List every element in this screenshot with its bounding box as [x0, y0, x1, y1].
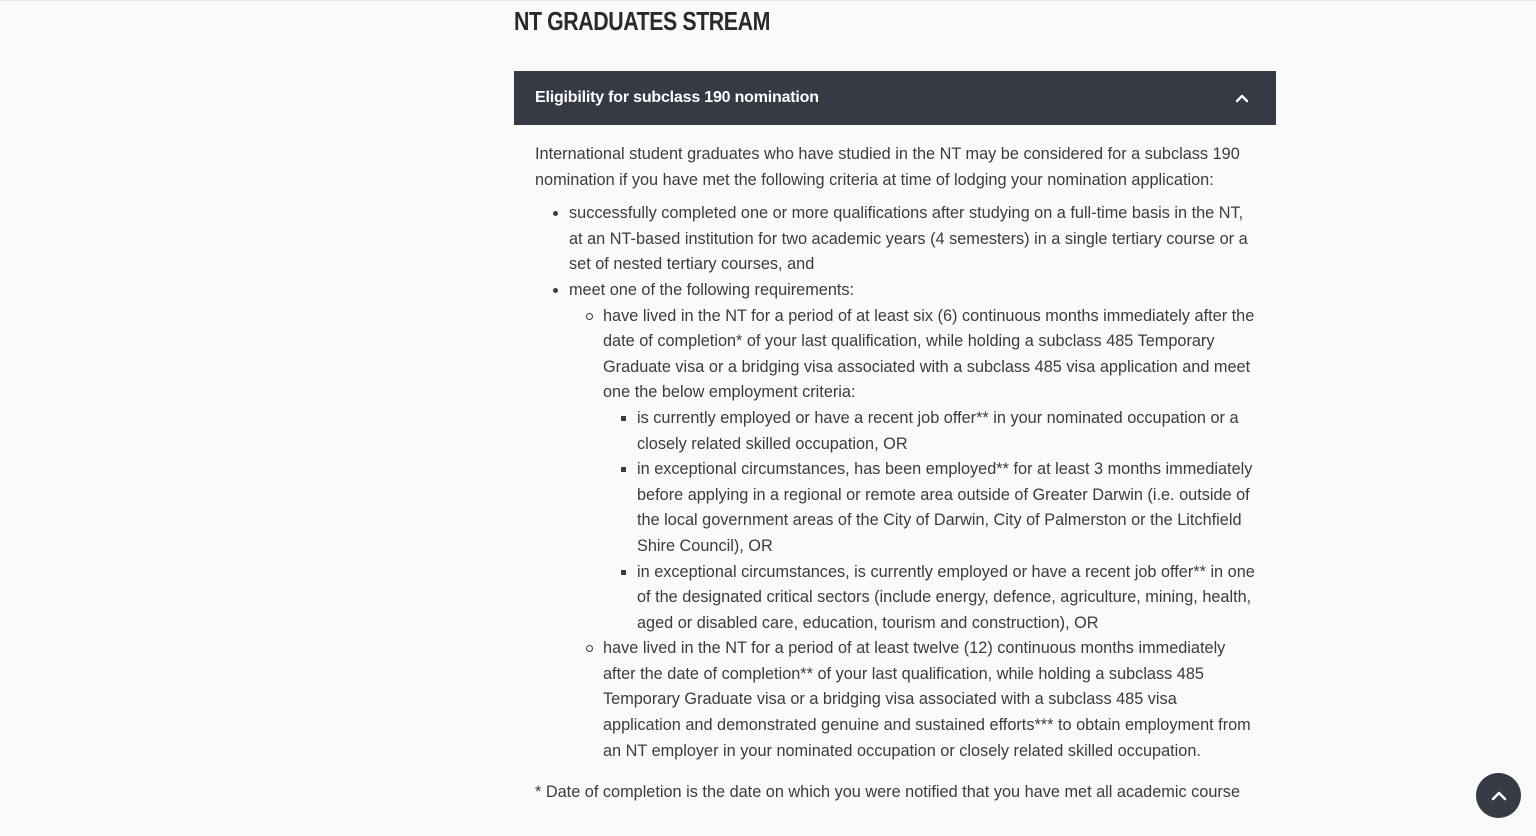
- top-divider: [0, 0, 1536, 1]
- list-item: in exceptional circumstances, has been employed** for at least 3 months immediately before applying in a regional or remote area outside of Greater Darwin (i.e. outside of the local government areas of the City of Darwin, City of Palmerston or the Litchfield Shire Council), OR: [603, 457, 1259, 559]
- section-title: NT GRADUATES STREAM: [514, 6, 770, 36]
- accordion-panel: [535, 142, 1259, 806]
- list-item: is currently employed or have a recent job offer** in your nominated occupation or a closely related skilled occupation, OR: [603, 406, 1259, 457]
- requirements-list: [569, 304, 1259, 765]
- criteria-list: [535, 201, 1259, 764]
- list-item: [535, 278, 1259, 764]
- list-item: have lived in the NT for a period of at least twelve (12) continuous months immediately after the date of completion** of your last qualification, while holding a subclass 485 Temporary Graduate visa or a bridging visa associated with a subclass 485 visa application and demonstrated genuine and sustained efforts*** to obtain employment from an NT employer in your nominated occupation or closely related skilled occupation.: [569, 636, 1259, 764]
- intro-paragraph: International student graduates who have studied in the NT may be considered for a subclass 190 nomination if you have met the following criteria at time of lodging your nomination application:: [535, 145, 1240, 189]
- footnote: * Date of completion is the date on which you were notified that you have met all academic course: [535, 783, 1241, 802]
- chevron-up-icon: [1488, 785, 1510, 807]
- list-item: in exceptional circumstances, is currently employed or have a recent job offer** in one of the designated critical sectors (include energy, defence, agriculture, mining, health, aged or disabled care, education, tourism and construction), OR: [603, 560, 1259, 637]
- employment-criteria-list: [603, 406, 1259, 636]
- list-item: [569, 304, 1259, 637]
- list-item-text: have lived in the NT for a period of at least six (6) continuous months immediately after the date of completion* of your last qualification, while holding a subclass 485 Temporary Graduate visa or a bridging visa associated with a subclass 485 visa application and meet one the below employment criteria:: [603, 306, 1255, 402]
- scroll-to-top-button[interactable]: [1476, 773, 1521, 818]
- accordion-toggle[interactable]: [514, 71, 1276, 125]
- chevron-up-icon: [1232, 88, 1252, 108]
- list-item: successfully completed one or more qualifications after studying on a full-time basis in the NT, at an NT-based institution for two academic years (4 semesters) in a single tertiary course or a set of nested tertiary courses, and: [535, 201, 1259, 278]
- accordion-title: Eligibility for subclass 190 nomination: [535, 89, 819, 106]
- list-item-text: meet one of the following requirements:: [569, 280, 855, 299]
